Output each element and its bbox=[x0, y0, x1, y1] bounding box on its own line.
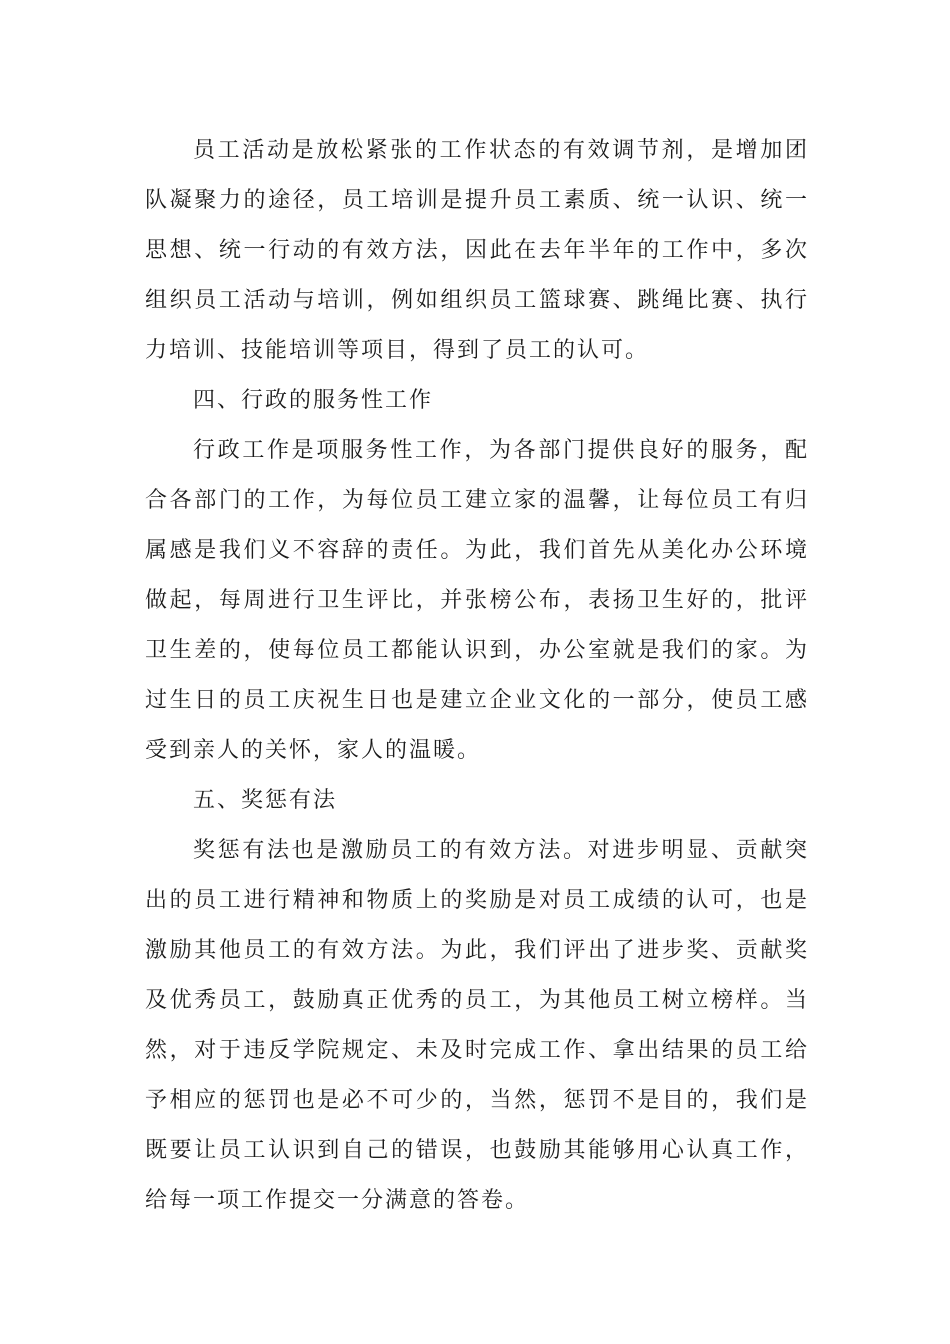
paragraph-employee-activities: 员工活动是放松紧张的工作状态的有效调节剂，是增加团队凝聚力的途径，员工培训是提升员工素质、统一认识、统一思想、统一行动的有效方法，因此在去年半年的工作中，多次组织员工活动与培训，例如组织员工篮球赛、跳绳比赛、执行力培训、技能培训等项目，得到了员工的认可。 bbox=[145, 138, 809, 363]
section-heading-admin-service: 四、行政的服务性工作 bbox=[193, 388, 434, 413]
document-body bbox=[145, 126, 809, 1226]
paragraph-admin-service: 行政工作是项服务性工作，为各部门提供良好的服务，配合各部门的工作，为每位员工建立家的温馨，让每位员工有归属感是我们义不容辞的责任。为此，我们首先从美化办公环境做起，每周进行卫生评比，并张榜公布，表扬卫生好的，批评卫生差的，使每位员工都能认识到，办公室就是我们的家。为过生日的员工庆祝生日也是建立企业文化的一部分，使员工感受到亲人的关怀，家人的温暖。 bbox=[145, 438, 809, 763]
section-heading-rewards-penalties: 五、奖惩有法 bbox=[193, 788, 338, 813]
paragraph-rewards-penalties: 奖惩有法也是激励员工的有效方法。对进步明显、贡献突出的员工进行精神和物质上的奖励是对员工成绩的认可，也是激励其他员工的有效方法。为此，我们评出了进步奖、贡献奖及优秀员工，鼓励真正优秀的员工，为其他员工树立榜样。当然，对于违反学院规定、未及时完成工作、拿出结果的员工给予相应的惩罚也是必不可少的，当然，惩罚不是目的，我们是既要让员工认识到自己的错误，也鼓励其能够用心认真工作，给每一项工作提交一分满意的答卷。 bbox=[145, 838, 809, 1213]
